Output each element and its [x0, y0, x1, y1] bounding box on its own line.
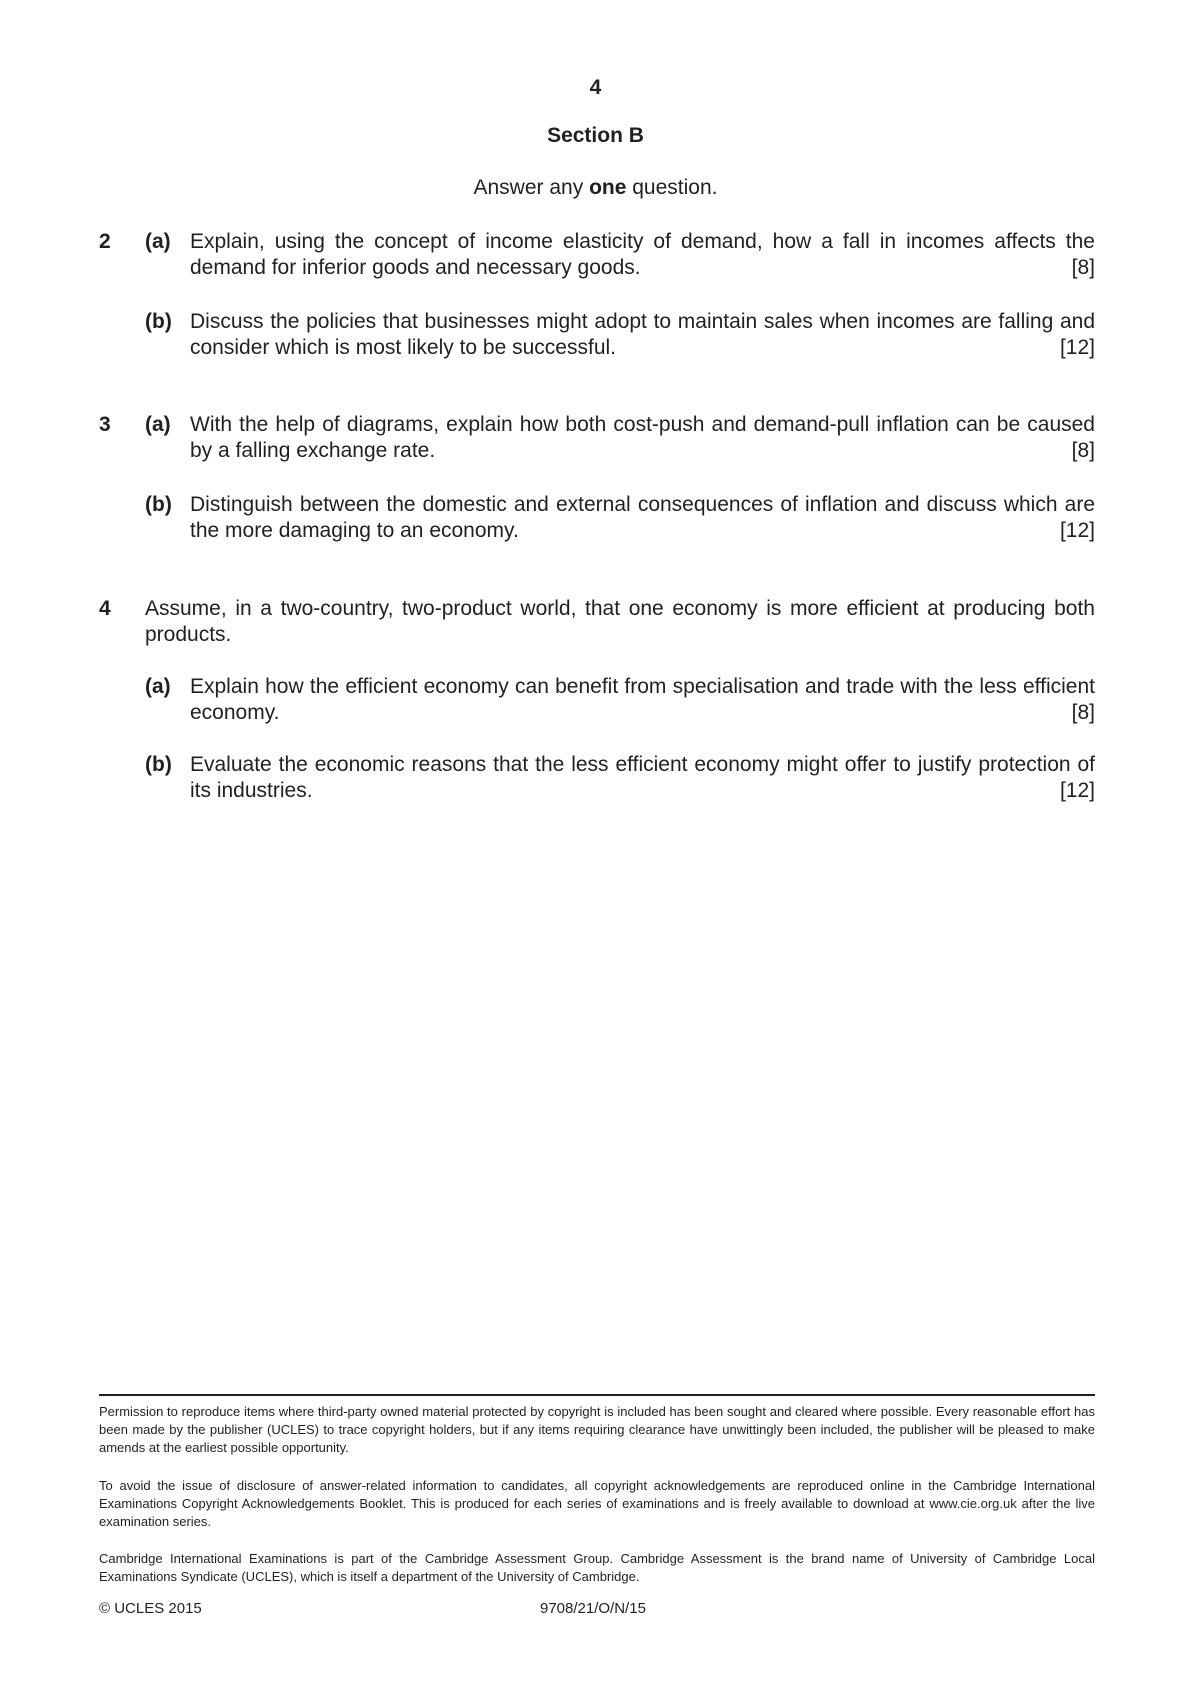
question-2b-body: Discuss the policies that businesses might adopt to maintain sales when incomes are falling and consider which is most likely to be successful. [190, 310, 1095, 359]
question-4b-body: Evaluate the economic reasons that the less efficient economy might offer to justify protection of its industries. [190, 753, 1095, 802]
instruction [0, 176, 1191, 200]
footer-divider [99, 1394, 1095, 1396]
question-2b-marks: [12] [1059, 336, 1095, 359]
page-number: 4 [589, 76, 602, 99]
question-3a-label: (a) [145, 413, 171, 436]
question-4-stem: Assume, in a two-country, two-product world, that one economy is more efficient at producing both products. [145, 597, 1095, 646]
question-3b-text [190, 492, 1095, 544]
question-4b-label: (b) [145, 753, 172, 776]
footer-copyright: © UCLES 2015 [99, 1600, 202, 1617]
question-2a-label: (a) [145, 230, 171, 253]
question-2a-marks: [8] [1071, 256, 1095, 279]
question-4a-text [190, 674, 1095, 726]
question-4a-body: Explain how the efficient economy can benefit from specialisation and trade with the less efficient economy. [190, 675, 1095, 724]
question-2a-text [190, 229, 1095, 281]
question-number-2: 2 [99, 230, 111, 253]
footer-disclosure-notice: To avoid the issue of disclosure of answer-related information to candidates, all copyright acknowledgements are reproduced online in the Cambridge International Examinations Copyright Acknowledgements Booklet. This is produced for each series of examinations and is freely available to download at www.cie.org.uk after the live examination series. [99, 1478, 1095, 1529]
question-2b-text [190, 309, 1095, 361]
question-4b-text [190, 752, 1095, 804]
footer-paper-code: 9708/21/O/N/15 [540, 1600, 646, 1617]
question-number-3: 3 [99, 413, 111, 436]
question-3a-marks: [8] [1071, 439, 1095, 462]
question-2b-label: (b) [145, 310, 172, 333]
question-4a-label: (a) [145, 675, 171, 698]
question-4b-marks: [12] [1059, 779, 1095, 802]
question-3b-label: (b) [145, 493, 172, 516]
question-3b-marks: [12] [1059, 519, 1095, 542]
question-4a-marks: [8] [1071, 701, 1095, 724]
footer-about-notice: Cambridge International Examinations is part of the Cambridge Assessment Group. Cambridge Assessment is the brand name of University of Cambridge Local Examinations Syndicate (UCLES), which is itself a department of the University of Cambridge. [99, 1551, 1095, 1584]
question-number-4: 4 [99, 597, 111, 620]
question-2a-body: Explain, using the concept of income elasticity of demand, how a fall in incomes affects the demand for inferior goods and necessary goods. [190, 230, 1095, 279]
instruction-after: question. [626, 176, 718, 199]
instruction-bold: one [589, 176, 627, 199]
question-3a-body: With the help of diagrams, explain how both cost-push and demand-pull inflation can be caused by a falling exchange rate. [190, 413, 1095, 462]
footer-permission-notice: Permission to reproduce items where third-party owned material protected by copyright is included has been sought and cleared where possible. Every reasonable effort has been made by the publisher (UCLES) to trace copyright holders, but if any items requiring clearance have unwittingly been included, the publisher will be pleased to make amends at the earliest possible opportunity. [99, 1404, 1095, 1455]
question-3a-text [190, 412, 1095, 464]
section-title: Section B [547, 124, 644, 147]
instruction-before: Answer any [473, 176, 590, 199]
question-3b-body: Distinguish between the domestic and external consequences of inflation and discuss which are the more damaging to an economy. [190, 493, 1095, 542]
